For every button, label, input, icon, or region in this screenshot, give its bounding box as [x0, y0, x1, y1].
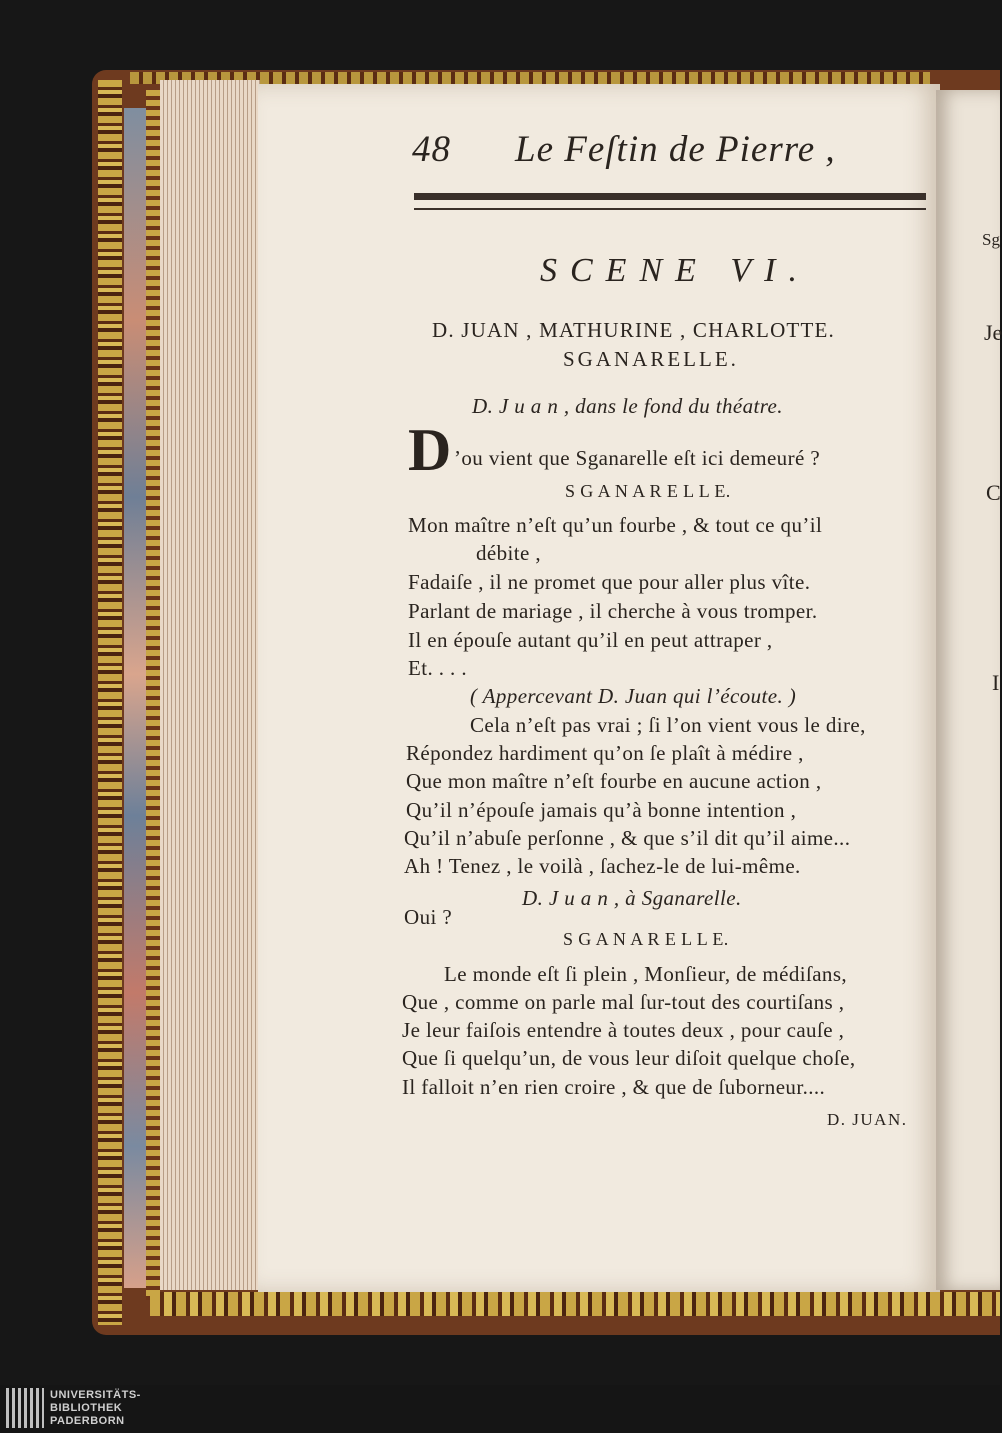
speaker-heading: S G A N A R E L L E. [563, 929, 729, 949]
verse-line: Fadaiſe , il ne promet que pour aller plus vîte. [408, 570, 811, 594]
stage-direction: ( Appercevant D. Juan qui l’écoute. ) [470, 684, 797, 708]
characters-line: SGANARELLE. [563, 347, 739, 371]
verse-line: Que ſi quelqu’un, de vous leur diſoit quelque choſe, [402, 1046, 856, 1070]
verse-line: Il en épouſe autant qu’il en peut attraper , [408, 628, 773, 652]
verse-line: Ah ! Tenez , le voilà , ſachez-le de lui-même. [404, 854, 801, 878]
speaker-heading: D. J u a n , à Sganarelle. [522, 886, 742, 910]
verse-line: Parlant de mariage , il cherche à vous tromper. [408, 599, 818, 623]
verse-line: Et. . . . [408, 656, 468, 680]
verse-line: Oui ? [404, 905, 453, 929]
library-footer [0, 1385, 1000, 1433]
facing-fragment: Je [984, 320, 1002, 345]
verse-line: Que , comme on parle mal ſur-tout des courtiſans , [402, 990, 845, 1014]
gilt-edge [146, 90, 160, 1300]
head-rule-thin [414, 208, 926, 210]
verse-line: Cela n’eſt pas vrai ; ſi l’on vient vous le dire, [470, 713, 866, 737]
speaker-heading: S G A N A R E L L E. [565, 481, 731, 501]
verse-line: Qu’il n’abuſe perſonne , & que s’il dit qu’il aime... [404, 826, 851, 850]
facing-fragment: I [992, 670, 1000, 695]
library-name-line: UNIVERSITÄTS- [50, 1389, 141, 1401]
gilt-border-left [98, 80, 122, 1325]
verse-line: Mon maître n’eſt qu’un fourbe , & tout ce qu’il [408, 513, 823, 537]
verse-line: Que mon maître n’eſt fourbe en aucune action , [406, 769, 822, 793]
verse-line: débite , [476, 541, 542, 565]
running-title: Le Feſtin de Pierre , [515, 129, 836, 170]
library-name-line: PADERBORN [50, 1415, 125, 1427]
facing-fragment: C [986, 480, 1001, 505]
catchword: D. JUAN. [827, 1110, 908, 1129]
speaker-heading: D. J u a n , dans le fond du théatre. [472, 394, 783, 418]
verse-line: ’ou vient que Sganarelle eſt ici demeuré ? [454, 446, 821, 470]
verse-line: Il falloit n’en rien croire , & que de ſuborneur.... [402, 1075, 826, 1099]
page-stack [160, 80, 260, 1290]
verse-line: Je leur faiſois entendre à toutes deux , pour cauſe , [402, 1018, 845, 1042]
head-rule-thick [414, 193, 926, 200]
verse-line: Le monde eſt ſi plein , Monſieur, de médiſans, [444, 962, 848, 986]
verse-line: Qu’il n’épouſe jamais qu’à bonne intention , [406, 798, 797, 822]
page-number: 48 [412, 129, 451, 170]
facing-fragment: Sg [982, 230, 1000, 249]
gilt-border-bottom [150, 1292, 1000, 1316]
drop-capital: D [408, 417, 452, 483]
scene-title: SCENE VI. [540, 252, 810, 289]
verse-line: Répondez hardiment qu’on ſe plaît à médire , [406, 741, 804, 765]
library-logo-icon [6, 1388, 44, 1428]
facing-page [936, 90, 1000, 1290]
library-name-line: BIBLIOTHEK [50, 1402, 123, 1414]
characters-line: D. JUAN , MATHURINE , CHARLOTTE. [432, 318, 835, 342]
